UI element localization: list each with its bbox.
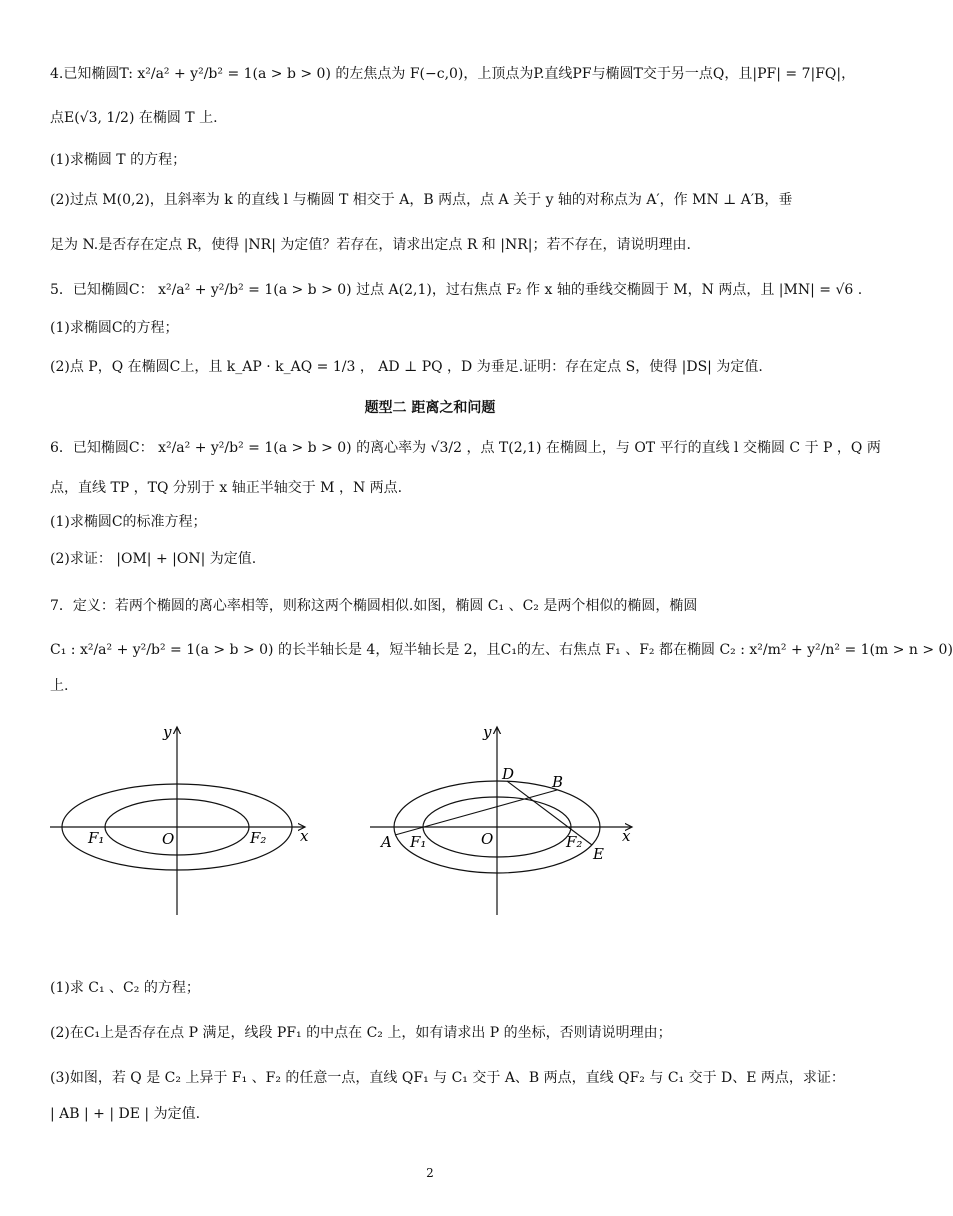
- point-a-label: A: [381, 833, 392, 851]
- p6-line2: 点，直线 TP ，TQ 分别于 x 轴正半轴交于 M ，N 两点.: [50, 480, 403, 496]
- p4-line1: 4.已知椭圆T: x²/a² + y²/b² = 1(a > b > 0) 的左焦点为 F(−c,0)，上顶点为P.直线PF与椭圆T交于另一点Q，且|PF| = 7|FQ|，: [50, 66, 856, 82]
- point-b-label: B: [552, 773, 564, 791]
- p5-q1: (1)求椭圆C的方程；: [50, 320, 179, 336]
- p7-line2: C₁ : x²/a² + y²/b² = 1(a > b > 0) 的长半轴长是 4，短半轴长是 2，且C₁的左、右焦点 F₁ 、F₂ 都在椭圆 C₂ : x²/m² + y²/n² = 1(m > n > 0): [50, 642, 953, 658]
- p5-q2: (2)点 P，Q 在椭圆C上，且 k_AP · k_AQ = 1/3 ， AD ⊥ PQ ，D 为垂足.证明：存在定点 S，使得 |DS| 为定值.: [50, 359, 763, 375]
- y-label: y: [483, 723, 492, 741]
- point-e-label: E: [593, 845, 604, 863]
- p4-q2b: 足为 N.是否存在定点 R，使得 |NR| 为定值？若存在，请求出定点 R 和 |NR|；若不存在，请说明理由.: [50, 237, 691, 253]
- p7-line1: 7．定义：若两个椭圆的离心率相等，则称这两个椭圆相似.如图，椭圆 C₁ 、C₂ 是两个相似的椭圆，椭圆: [50, 598, 698, 614]
- page-number: 2: [426, 1166, 434, 1180]
- p7-q2: (2)在C₁上是否存在点 P 满足，线段 PF₁ 的中点在 C₂ 上，如有请求出 P 的坐标，否则请说明理由；: [50, 1025, 672, 1041]
- point-d-label: D: [502, 765, 515, 783]
- y-label: y: [163, 723, 172, 741]
- p7-line3: 上.: [50, 678, 69, 694]
- f2-label: F₂: [566, 833, 583, 851]
- figure-right: [370, 715, 640, 920]
- p7-q3b: | AB | + | DE | 为定值.: [50, 1106, 201, 1122]
- f1-label: F₁: [410, 833, 427, 851]
- p5-line1: 5．已知椭圆C： x²/a² + y²/b² = 1(a > b > 0) 过点 A(2,1)，过右焦点 F₂ 作 x 轴的垂线交椭圆于 M，N 两点，且 |MN| = √6 .: [50, 282, 863, 298]
- origin-label: O: [481, 830, 494, 848]
- x-label: x: [300, 827, 309, 845]
- origin-label: O: [162, 830, 175, 848]
- f2-label: F₂: [250, 829, 267, 847]
- p6-line1: 6．已知椭圆C： x²/a² + y²/b² = 1(a > b > 0) 的离心率为 √3/2 ，点 T(2,1) 在椭圆上，与 OT 平行的直线 l 交椭圆 C 于 P ，Q 两: [50, 440, 881, 456]
- p4-line2: 点E(√3, 1/2) 在椭圆 T 上.: [50, 110, 218, 126]
- p4-q1: (1)求椭圆 T 的方程；: [50, 152, 187, 168]
- p4-q2a: (2)过点 M(0,2)，且斜率为 k 的直线 l 与椭圆 T 相交于 A，B 两点，点 A 关于 y 轴的对称点为 A′，作 MN ⊥ A′B，垂: [50, 192, 793, 208]
- section-title: 题型二 距离之和问题: [364, 400, 496, 416]
- f1-label: F₁: [88, 829, 105, 847]
- p7-q3a: (3)如图，若 Q 是 C₂ 上异于 F₁ 、F₂ 的任意一点，直线 QF₁ 与 C₁ 交于 A、B 两点，直线 QF₂ 与 C₁ 交于 D、E 两点，求证：: [50, 1070, 845, 1086]
- p6-q1: (1)求椭圆C的标准方程；: [50, 514, 207, 530]
- figure-left: [50, 715, 320, 920]
- x-label: x: [622, 827, 631, 845]
- p6-q2: (2)求证： |OM| + |ON| 为定值.: [50, 551, 257, 567]
- p7-q1: (1)求 C₁ 、C₂ 的方程；: [50, 980, 200, 996]
